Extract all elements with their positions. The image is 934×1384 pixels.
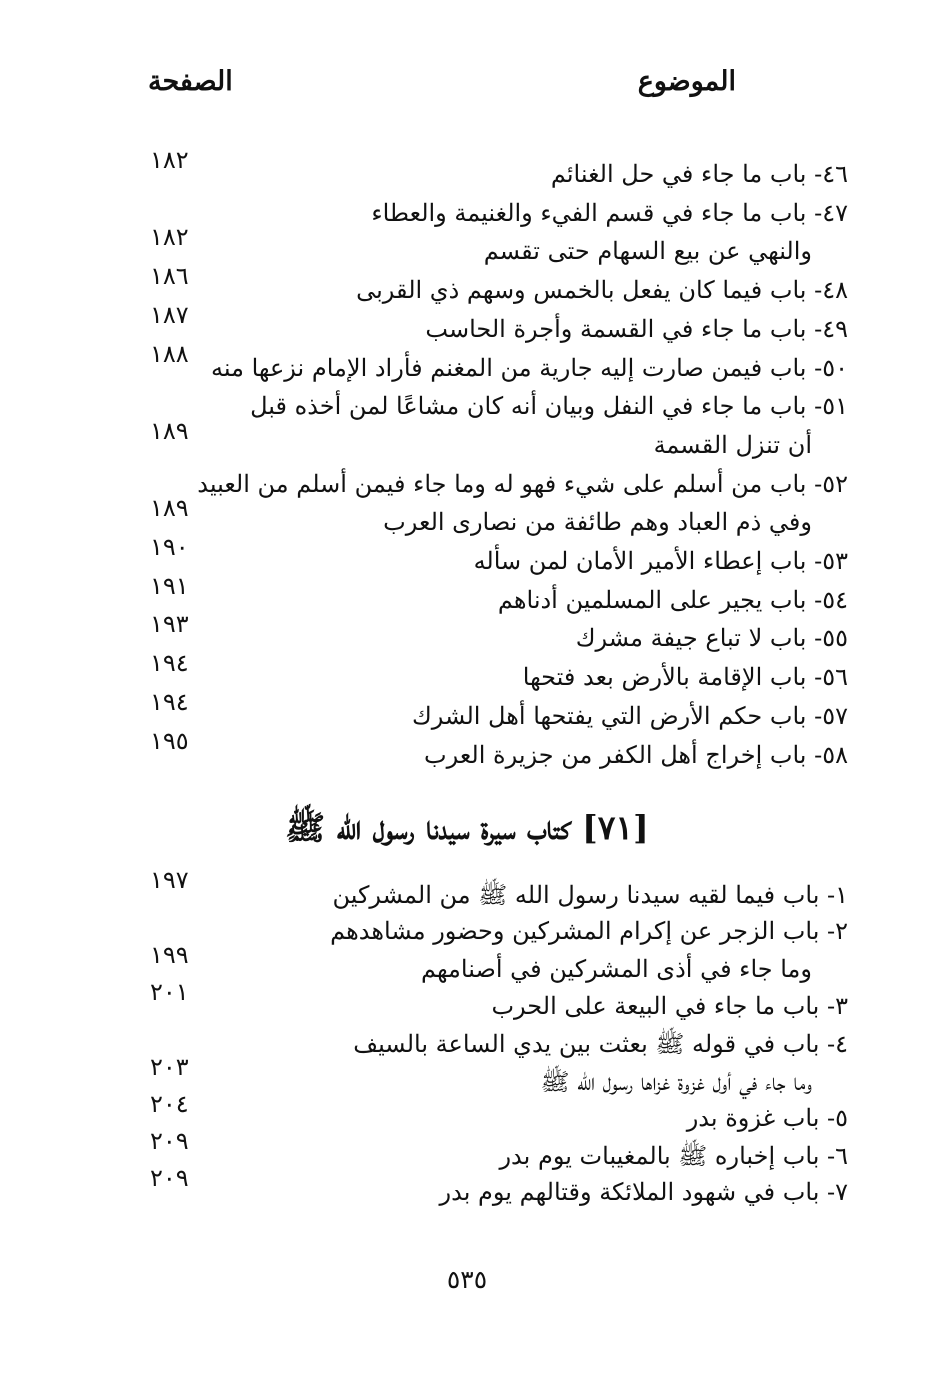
toc-entry-title: ٢- باب الزجر عن إكرام المشركين وحضور مشاهدهم xyxy=(330,917,848,946)
toc-entry-page: ١٨٨ xyxy=(150,339,189,368)
toc-entry-page: ١٩٧ xyxy=(150,866,189,894)
toc-entry-line xyxy=(0,1029,934,1069)
toc-entry-page: ١٨٢ xyxy=(150,223,189,252)
header-page-label: الصفحة xyxy=(148,66,233,97)
toc-entry-title: ٤٩- باب ما جاء في القسمة وأجرة الحاسب xyxy=(425,314,848,343)
toc-entry-line xyxy=(0,223,934,277)
toc-entry-line xyxy=(0,392,934,432)
chapter-heading: [٧١] كتاب سيرة سيدنا رسول الله ﷺ xyxy=(285,808,649,847)
toc-entry-line xyxy=(0,687,934,742)
toc-entry-title: ٥٥- باب لا تباع جيفة مشرك xyxy=(575,624,848,653)
toc-entry-title: وما جاء في أذى المشركين في أصنامهم xyxy=(421,954,812,983)
toc-entry-line xyxy=(0,1089,934,1144)
toc-entry-line xyxy=(0,339,934,394)
toc-entry-page: ٢٠٩ xyxy=(150,1164,189,1193)
toc-entry-title: ٧- باب في شهود الملائكة وقتالهم يوم بدر xyxy=(439,1178,848,1207)
toc-entry-title: ٥٤- باب يجير على المسلمين أدناهم xyxy=(497,585,848,614)
toc-entry-page: ١٩٤ xyxy=(150,649,189,678)
toc-entry-line xyxy=(0,917,934,957)
toc-entry-page: ١٩٠ xyxy=(150,533,189,561)
toc-entry-page: ١٩١ xyxy=(150,571,189,600)
toc-entry-page: ١٨٧ xyxy=(150,300,189,329)
toc-entry-page: ١٨٢ xyxy=(150,146,189,174)
toc-entry-page: ٢٠٤ xyxy=(150,1089,189,1118)
toc-entry-line xyxy=(0,470,934,510)
toc-entry-line xyxy=(0,1127,934,1181)
toc-entry-title: ٥٠- باب فيمن صارت إليه جارية من المغنم فأراد الإمام نزعها منه xyxy=(211,353,848,382)
toc-entry-line xyxy=(0,610,934,664)
toc-entry-line xyxy=(0,262,934,316)
toc-entry-line xyxy=(0,1052,934,1107)
toc-entry-page: ١٩٩ xyxy=(150,940,189,969)
toc-entry-title: ٤٧- باب ما جاء في قسم الفيء والغنيمة والعطاء xyxy=(371,198,848,227)
toc-entry-title: ٥٨- باب إخراج أهل الكفر من جزيرة العرب xyxy=(424,740,848,769)
toc-entry-title: ٦- باب إخباره ﷺ بالمغيبات يوم بدر xyxy=(499,1142,848,1171)
toc-entry-title: والنهي عن بيع السهام حتى تقسم xyxy=(483,237,812,266)
toc-entry-title: ٥- باب غزوة بدر xyxy=(686,1103,848,1132)
toc-entry-line xyxy=(0,1164,934,1218)
toc-entry-page: ١٩٥ xyxy=(150,726,189,755)
toc-entry-title: ٣- باب ما جاء في البيعة على الحرب xyxy=(491,991,848,1020)
toc-entry-title: وما جاء في أول غزوة غزاها رسول الله ﷺ xyxy=(540,1067,812,1096)
toc-entry-line xyxy=(0,726,934,781)
toc-entry-line xyxy=(0,940,934,995)
toc-entry-page: ١٨٩ xyxy=(150,416,189,445)
toc-entry-line xyxy=(0,533,934,587)
toc-entry-page: ٢٠٩ xyxy=(150,1127,189,1156)
toc-entry-line xyxy=(0,977,934,1032)
toc-entry-title: أن تنزل القسمة xyxy=(653,430,812,459)
toc-entry-line xyxy=(0,649,934,703)
toc-entry-title: ٥٣- باب إعطاء الأمير الأمان لمن سأله xyxy=(473,547,848,575)
toc-entry-page: ١٨٩ xyxy=(150,494,189,523)
toc-entry-page: ١٩٣ xyxy=(150,610,189,639)
toc-entry-title: ٥٧- باب حكم الأرض التي يفتحها أهل الشرك xyxy=(412,701,848,730)
toc-entry-title: ٥٢- باب من أسلم على شيء فهو له وما جاء فيمن أسلم من العبيد xyxy=(197,469,848,498)
toc-entry-title: ١- باب فيما لقيه سيدنا رسول الله ﷺ من المشركين xyxy=(332,881,848,909)
toc-entry-title: ٤٨- باب فيما كان يفعل بالخمس وسهم ذي القربى xyxy=(356,276,848,305)
toc-entry-line xyxy=(0,300,934,355)
toc-entry-title: ٥١- باب ما جاء في النفل وبيان أنه كان مشاعًا لمن أخذه قبل xyxy=(250,392,848,421)
toc-entry-line xyxy=(0,494,934,548)
toc-entry-title: وفي ذم العباد وهم طائفة من نصارى العرب xyxy=(383,508,812,537)
toc-entry-line xyxy=(0,416,934,471)
header-topic-label: الموضوع xyxy=(637,66,736,97)
toc-entry-page: ١٨٦ xyxy=(150,262,189,291)
toc-entry-title: ٥٦- باب الإقامة بالأرض بعد فتحها xyxy=(522,663,848,692)
toc-entry-line xyxy=(0,866,934,920)
toc-entry-line xyxy=(0,199,934,239)
toc-entry-title: ٤٦- باب ما جاء في حل الغنائم xyxy=(550,160,848,188)
page-number: ٥٣٥ xyxy=(446,1265,488,1294)
toc-entry-line xyxy=(0,571,934,626)
toc-entry-page: ٢٠١ xyxy=(150,977,189,1006)
toc-entry-page: ١٩٤ xyxy=(150,687,189,716)
toc-entry-page: ٢٠٣ xyxy=(150,1052,189,1081)
toc-entry-line xyxy=(0,146,934,200)
toc-entry-title: ٤- باب في قوله ﷺ بعثت بين يدي الساعة بالسيف xyxy=(353,1030,848,1059)
